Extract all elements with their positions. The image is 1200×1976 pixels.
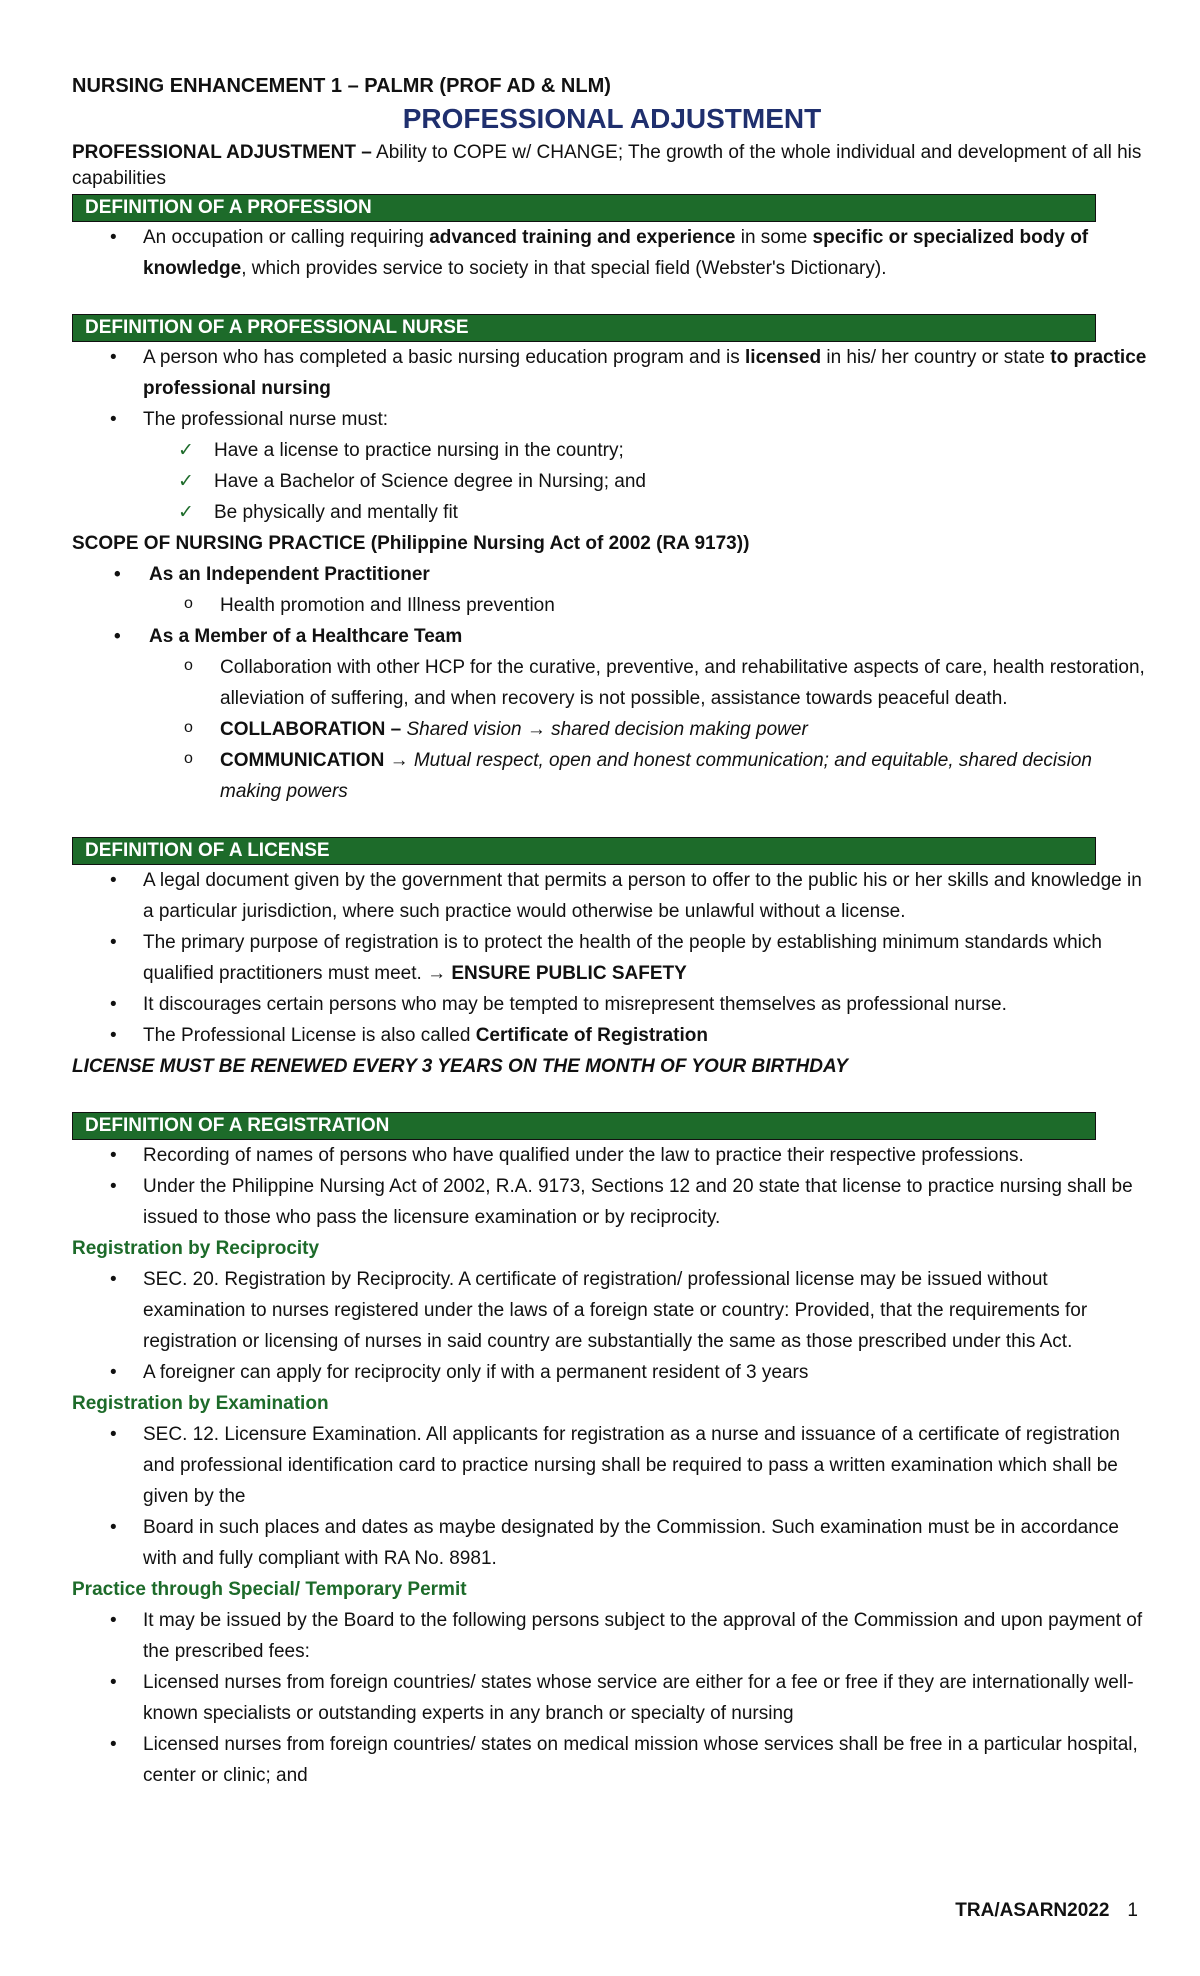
section-heading-professional-nurse: DEFINITION OF A PROFESSIONAL NURSE — [72, 314, 1096, 342]
list-item: • A legal document given by the government that permits a person to offer to the public his or her skills and knowledge in a particular jurisdiction, where such practice would otherwise be unlawful without a license. — [72, 865, 1152, 927]
check-item: ✓ Have a Bachelor of Science degree in Nursing; and — [72, 466, 1152, 497]
list-item: • An occupation or calling requiring advanced training and experience in some specific or specialized body of knowledge, which provides service to society in that special field (Webster's Dictionary). — [72, 222, 1152, 284]
checkmark-icon: ✓ — [178, 440, 194, 461]
page-footer — [955, 1895, 1138, 1926]
reciprocity-list — [72, 1264, 1152, 1388]
list-item: • Licensed nurses from foreign countries/ states whose service are either for a fee or free if they are internationally well-known specialists or outstanding experts in any branch or specialty of nursing — [72, 1667, 1152, 1729]
scope-communication: o COMMUNICATION → Mutual respect, open and honest communication; and equitable, shared decision making powers — [72, 745, 1152, 807]
permit-list — [72, 1605, 1152, 1791]
checkmark-icon: ✓ — [178, 502, 194, 523]
footer-code: TRA/ASARN2022 — [955, 1900, 1110, 1921]
list-item: • Recording of names of persons who have qualified under the law to practice their respective professions. — [72, 1140, 1152, 1171]
list-item: • The Professional License is also called Certificate of Registration — [72, 1020, 1152, 1051]
list-item: • SEC. 12. Licensure Examination. All applicants for registration as a nurse and issuance of a certificate of registration and professional identification card to practice nursing shall be required to pass a written examination which shall be given by the — [72, 1419, 1152, 1512]
list-item: • It may be issued by the Board to the following persons subject to the approval of the Commission and upon payment of the prescribed fees: — [72, 1605, 1152, 1667]
section-heading-registration: DEFINITION OF A REGISTRATION — [72, 1112, 1096, 1140]
section-heading-profession: DEFINITION OF A PROFESSION — [72, 194, 1096, 222]
list-item: • The primary purpose of registration is to protect the health of the people by establishing minimum standards which qualified practitioners must meet. → ENSURE PUBLIC SAFETY — [72, 927, 1152, 989]
examination-list — [72, 1419, 1152, 1574]
scope-team-sub: o Collaboration with other HCP for the curative, preventive, and rehabilitative aspects of care, health restoration, alleviation of suffering, and when recovery is not possible, assistance towards peaceful death. — [72, 652, 1152, 714]
list-item: • Under the Philippine Nursing Act of 2002, R.A. 9173, Sections 12 and 20 state that license to practice nursing shall be issued to those who pass the licensure examination or by reciprocity. — [72, 1171, 1152, 1233]
subheading-examination: Registration by Examination — [72, 1393, 329, 1414]
registration-list — [72, 1140, 1152, 1233]
section-heading-license: DEFINITION OF A LICENSE — [72, 837, 1096, 865]
page-title: PROFESSIONAL ADJUSTMENT — [402, 103, 822, 134]
check-item: ✓ Have a license to practice nursing in the country; — [72, 435, 1152, 466]
list-item: • It discourages certain persons who may be tempted to misrepresent themselves as professional nurse. — [72, 989, 1152, 1020]
list-item: • The professional nurse must: — [72, 404, 1152, 435]
license-list — [72, 865, 1152, 1051]
subheading-reciprocity: Registration by Reciprocity — [72, 1238, 320, 1259]
list-item: • Board in such places and dates as maybe designated by the Commission. Such examination must be in accordance with and fully compliant with RA No. 8981. — [72, 1512, 1152, 1574]
nurse-list — [72, 342, 1152, 435]
intro-paragraph — [72, 140, 1152, 192]
scope-independent-sub: o Health promotion and Illness prevention — [72, 590, 1152, 621]
scope-collaboration: o COLLABORATION – Shared vision → shared decision making power — [72, 714, 1152, 745]
checkmark-icon: ✓ — [178, 471, 194, 492]
check-item: ✓ Be physically and mentally fit — [72, 497, 1152, 528]
list-item: • Licensed nurses from foreign countries/ states on medical mission whose services shall be free in a particular hospital, center or clinic; and — [72, 1729, 1152, 1791]
license-renewal-note: LICENSE MUST BE RENEWED EVERY 3 YEARS ON THE MONTH OF YOUR BIRTHDAY — [72, 1056, 848, 1077]
list-item: • A person who has completed a basic nursing education program and is licensed in his/ her country or state to practice professional nursing — [72, 342, 1152, 404]
document-page — [72, 70, 1152, 1791]
scope-independent: • As an Independent Practitioner — [72, 559, 1152, 590]
scope-team: • As a Member of a Healthcare Team — [72, 621, 1152, 652]
scope-heading: SCOPE OF NURSING PRACTICE (Philippine Nursing Act of 2002 (RA 9173)) — [72, 533, 750, 554]
intro-text: Ability to COPE w/ CHANGE; The growth of the whole individual and development of all his capabilities — [72, 142, 1142, 189]
intro-term: PROFESSIONAL ADJUSTMENT – — [72, 142, 372, 163]
course-title: NURSING ENHANCEMENT 1 – PALMR (PROF AD & NLM) — [72, 75, 611, 97]
profession-list — [72, 222, 1152, 284]
list-item: • SEC. 20. Registration by Reciprocity. A certificate of registration/ professional license may be issued without examination to nurses registered under the laws of a foreign state or country: Provided, that the requirements for registration or licensing of nurses in said country are substantially the same as those prescribed under this Act. — [72, 1264, 1152, 1357]
list-item: • A foreigner can apply for reciprocity only if with a permanent resident of 3 years — [72, 1357, 1152, 1388]
subheading-special-permit: Practice through Special/ Temporary Permit — [72, 1579, 467, 1600]
page-number: 1 — [1127, 1900, 1138, 1921]
